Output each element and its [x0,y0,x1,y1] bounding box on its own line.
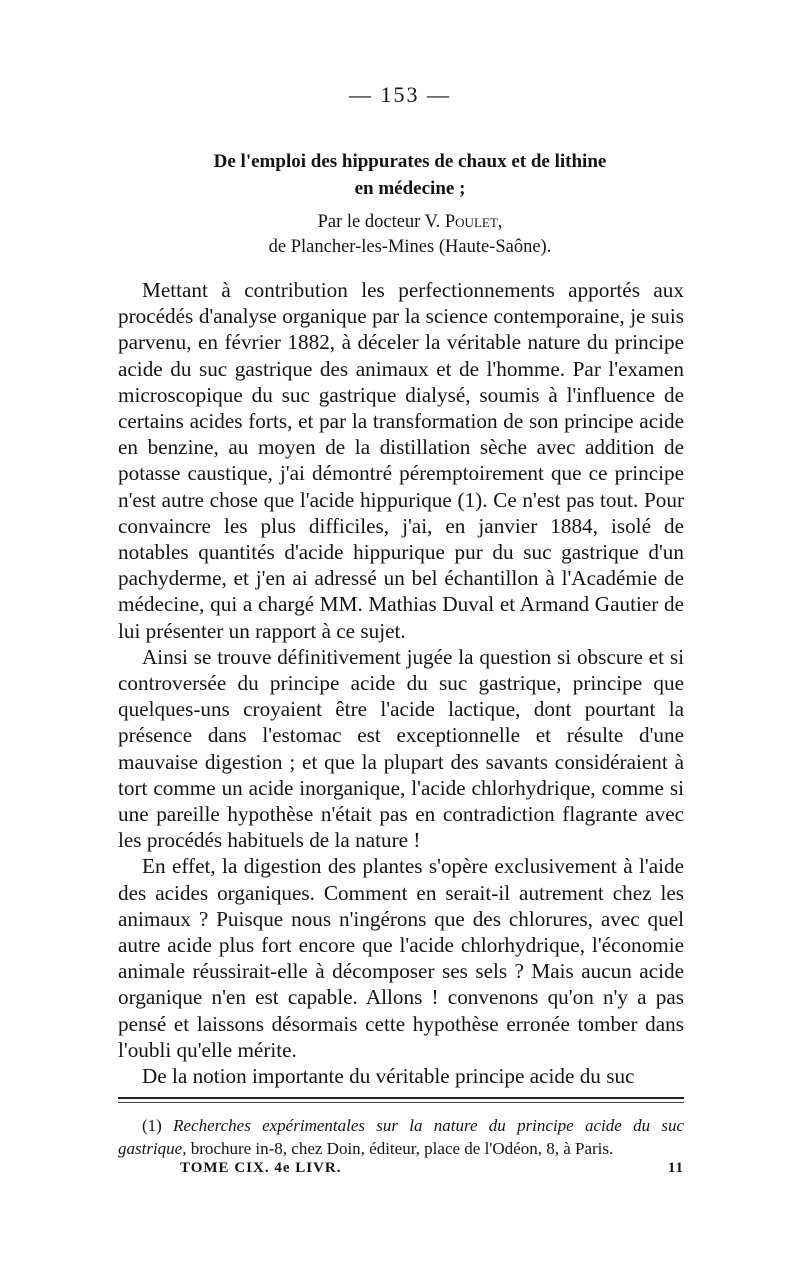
article-title-line-1: De l'emploi des hippurates de chaux et de lithine [213,151,607,172]
paragraph: Mettant à contribution les perfectionnements apportés aux procédés d'analyse organique par la science contemporaine, je suis parvenu, en février 1882, à déceler la véritable nature du principe acide du suc gastrique des animaux et de l'homme. Par l'examen microscopique du suc gastrique dialysé, soumis à l'influence de certains acides forts, et par la transformation de son principe acide en benzine, au moyen de la distillation sèche avec addition de potasse caustique, j'ai démontré péremptoirement que ce principe n'est autre chose que l'acide hippurique (1). Ce n'est pas tout. Pour convaincre les plus difficiles, j'ai, en janvier 1884, isolé de notables quantités d'acide hippurique pur du suc gastrique d'un pachyderme, et j'en ai adressé un bel échantillon à l'Académie de médecine, qui a chargé MM. Mathias Duval et Armand Gautier de lui présenter un rapport à ce sujet. [118,278,684,643]
article-body [118,277,684,1089]
article-title-line-2: en médecine ; [354,178,466,199]
footnote-divider [118,1097,684,1099]
footnote-divider-thin [118,1102,684,1103]
paragraph: De la notion importante du véritable principe acide du suc [142,1064,635,1089]
footnote [118,1114,684,1160]
paragraph: En effet, la digestion des plantes s'opère exclusivement à l'aide des acides organiques. Comment en serait-il autrement chez les animaux ? Puisque nous n'ingérons que des chlorures, avec quel autre acide plus fort encore que l'acide chlorhydrique, l'économie animale réussirait-elle à décomposer ses sels ? Mais aucun acide organique n'en est capable. Allons ! convenons qu'on n'y a pas pensé et laissons désormais cette hypothèse erronée tomber dans l'oubli qu'elle mérite. [118,854,684,1062]
volume-mark: TOME CIX. 4e LIVR. [180,1160,342,1176]
footnote-title: Recherches expérimentales sur la nature du principe acide du suc gastrique, [118,1116,685,1158]
footnote-details: brochure in-8, chez Doin, éditeur, place de l'Odéon, 8, à Paris. [190,1139,614,1158]
page-number: — 153 — [349,82,451,107]
author-place: de Plancher-les-Mines (Haute-Saône). [268,237,552,257]
sheet-number: 11 [667,1160,684,1176]
printer-signature [180,1160,684,1177]
byline [120,210,700,260]
footnote-marker: (1) [142,1116,162,1135]
article-title [120,148,700,202]
author-prefix: Par le docteur V. [317,212,441,232]
author-line [120,210,700,235]
paragraph: Ainsi se trouve définitivement jugée la question si obscure et si controversée du principe acide du suc gastrique, principe que quelques-uns croyaient être l'acide lactique, dont pourtant la présence dans l'estomac est exceptionnelle et résulte d'une mauvaise digestion ; et que la plupart des savants considéraient à tort comme un acide inorganique, l'acide chlorhydrique, comme si une pareille hypothèse n'était pas en contradiction flagrante avec les procédés habituels de la nature ! [118,644,684,853]
author-surname: Poulet, [444,212,503,232]
